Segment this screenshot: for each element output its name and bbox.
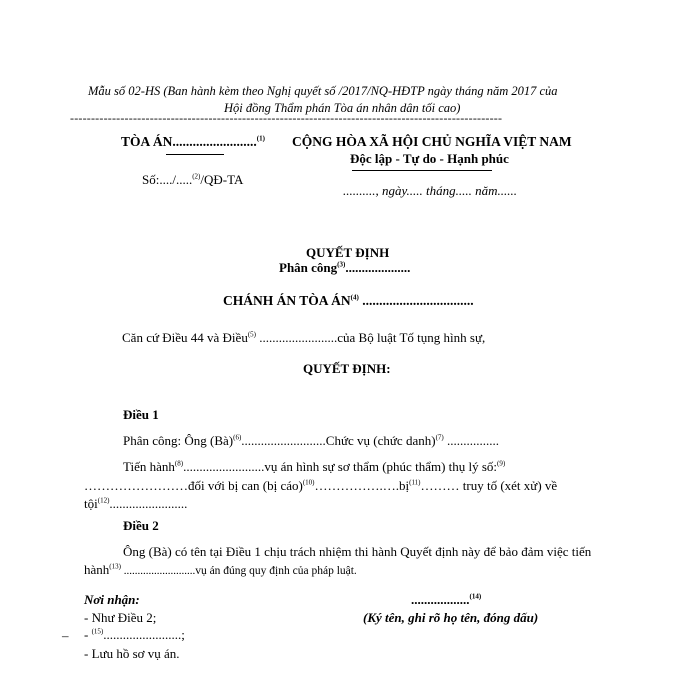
article1-heading: Điều 1 [123, 407, 159, 422]
footnote-3: (3) [337, 260, 346, 269]
footnote-7: (7) [435, 433, 444, 442]
form-note-line2: Hội đồng Thẩm phán Tòa án nhân dân tối cao) [224, 101, 461, 115]
footnote-2: (2) [192, 172, 201, 181]
signature-dots: ..................$^{(14)}$ [411, 592, 482, 607]
form-note-line1: Mẫu số 02-HS (Ban hành kèm theo Nghị quyết số /2017/NQ-HĐTP ngày tháng năm 2017 của [88, 84, 558, 98]
footnote-8: (8) [174, 459, 184, 468]
article2-heading: Điều 2 [123, 518, 159, 533]
recipient-margin-mark: – [62, 628, 69, 643]
article1-proceed-line2: ……………………đối với bị can (bị cáo)$^{(10)}$…………….….bị$^{(11)}$……… truy tố (xét xử) về [84, 478, 558, 493]
national-motto: Độc lập - Tự do - Hạnh phúc [350, 151, 509, 166]
recipient-item-1: - Như Điều 2; [84, 610, 157, 625]
article2-line2: hành$^{(13)}$ ..........................vụ án đúng quy định của pháp luật. [84, 562, 357, 577]
decision-heading: QUYẾT ĐỊNH: [303, 361, 391, 376]
footnote-12: (12) [97, 496, 110, 505]
article2-line1: Ông (Bà) có tên tại Điều 1 chịu trách nhiệm thi hành Quyết định này để bảo đảm việc tiến [123, 544, 592, 559]
signature-caption: (Ký tên, ghi rõ họ tên, đóng dấu) [363, 610, 539, 625]
court-name: TÒA ÁN.........................$^{(1)}$ [121, 134, 265, 149]
legal-basis: Căn cứ Điều 44 và Điều$^{(5)}$ ........................của Bộ luật Tố tụng hình sự, [122, 330, 486, 345]
footnote-13: (13) [109, 562, 121, 571]
recipients-heading: Nơi nhận: [84, 592, 140, 607]
document-subtitle: Phân công$^{(3)}$.................... [279, 260, 411, 275]
article1-assignment: Phân công: Ông (Bà)$^{(6)}$..........................Chức vụ (chức danh)$^{(7)}$ ................ [123, 433, 499, 448]
article1-proceed-line1: Tiến hành$^{(8)}$.........................vụ án hình sự sơ thẩm (phúc thẩm) thụ lý số:$^{(9)}$ [123, 459, 506, 474]
decision-number: Số:..../.....$^{(2)}$/QĐ-TA [142, 172, 244, 187]
document-title: QUYẾT ĐỊNH [306, 245, 390, 260]
article1-proceed-line3: tội$^{(12)}$........................ [84, 496, 188, 511]
header-separator: ------------------------------------------------------------------------------------------------------- [70, 111, 503, 125]
issuer-line: CHÁNH ÁN TÒA ÁN$^{(4)}$ ................................. [223, 293, 474, 308]
footnote-14: (14) [469, 592, 482, 601]
recipient-item-2: - $^{(15)}$........................; [84, 627, 185, 642]
recipient-item-3: - Lưu hồ sơ vụ án. [84, 646, 180, 661]
footnote-15: (15) [91, 627, 104, 636]
date-line: .........., ngày..... tháng..... năm...... [343, 183, 518, 198]
footnote-5: (5) [247, 330, 256, 339]
republic-title: CỘNG HÒA XÃ HỘI CHỦ NGHĨA VIỆT NAM [292, 134, 572, 149]
footnote-11: (11) [409, 478, 421, 487]
footnote-6: (6) [233, 433, 242, 442]
footnote-10: (10) [302, 478, 315, 487]
footnote-9: (9) [497, 459, 506, 468]
motto-underline [352, 170, 492, 171]
court-underline [166, 154, 224, 155]
footnote-1: (1) [256, 134, 265, 143]
footnote-4: (4) [350, 293, 359, 302]
